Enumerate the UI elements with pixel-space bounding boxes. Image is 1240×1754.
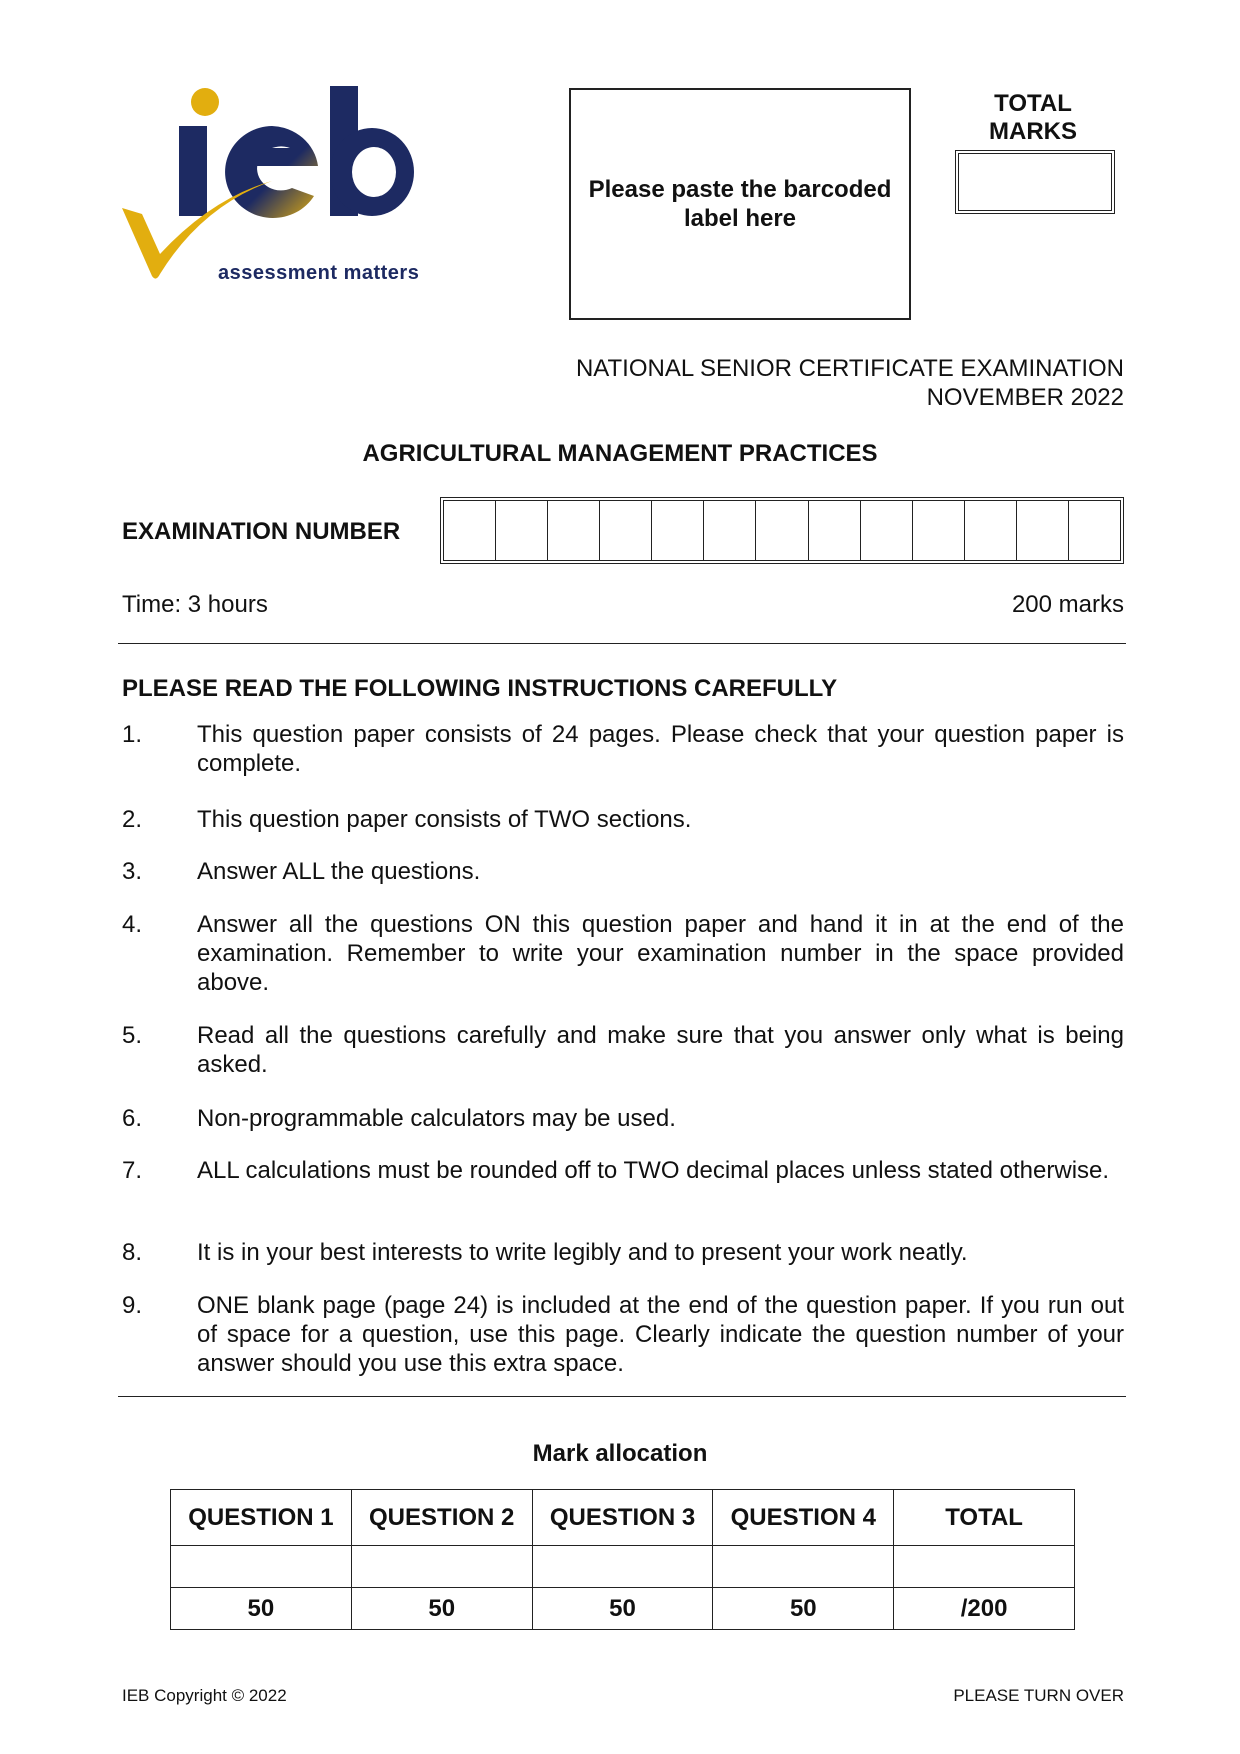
- divider: [118, 643, 1126, 644]
- max-mark-cell: /200: [894, 1588, 1075, 1630]
- logo-tagline: assessment matters: [218, 262, 420, 284]
- exam-number-cell[interactable]: [965, 501, 1017, 560]
- table-row-marks-obtained: [171, 1546, 1075, 1588]
- mark-entry-cell[interactable]: [171, 1546, 352, 1588]
- exam-number-cell[interactable]: [600, 501, 652, 560]
- mark-entry-cell[interactable]: [713, 1546, 894, 1588]
- mark-entry-cell[interactable]: [532, 1546, 713, 1588]
- logo-i-dot: [191, 88, 219, 116]
- table-header-row: [171, 1490, 1075, 1546]
- table-header: QUESTION 2: [351, 1490, 532, 1546]
- footer-turn-over: PLEASE TURN OVER: [953, 1686, 1124, 1705]
- max-mark-cell: 50: [532, 1588, 713, 1630]
- exam-number-cell[interactable]: [861, 501, 913, 560]
- exam-number-cell[interactable]: [1017, 501, 1069, 560]
- exam-number-cell[interactable]: [444, 501, 496, 560]
- table-row-max-marks: [171, 1588, 1075, 1630]
- exam-number-cell[interactable]: [652, 501, 704, 560]
- footer-copyright: IEB Copyright © 2022: [122, 1686, 287, 1705]
- exam-duration: Time: 3 hours: [122, 591, 268, 618]
- table-header: TOTAL: [894, 1490, 1075, 1546]
- exam-number-cell[interactable]: [1069, 501, 1120, 560]
- max-mark-cell: 50: [351, 1588, 532, 1630]
- max-mark-cell: 50: [713, 1588, 894, 1630]
- mark-entry-cell[interactable]: [351, 1546, 532, 1588]
- mark-allocation-table: [170, 1489, 1075, 1630]
- table-header: QUESTION 3: [532, 1490, 713, 1546]
- total-marks-label: TOTAL MARKS: [989, 90, 1077, 145]
- exam-number-cell[interactable]: [809, 501, 861, 560]
- table-header: QUESTION 4: [713, 1490, 894, 1546]
- exam-number-cell[interactable]: [496, 501, 548, 560]
- logo-b: [330, 86, 414, 216]
- table-header: QUESTION 1: [171, 1490, 352, 1546]
- exam-total-marks: 200 marks: [1011, 591, 1124, 618]
- instructions-heading: PLEASE READ THE FOLLOWING INSTRUCTIONS CAREFULLY: [122, 675, 838, 702]
- mark-allocation-heading: Mark allocation: [532, 1440, 708, 1467]
- max-mark-cell: 50: [171, 1588, 352, 1630]
- logo-i-stem: [179, 126, 207, 216]
- exam-number-cell[interactable]: [756, 501, 808, 560]
- total-marks-box[interactable]: [955, 150, 1115, 214]
- exam-number-cell[interactable]: [548, 501, 600, 560]
- exam-title: NATIONAL SENIOR CERTIFICATE EXAMINATION NOVEMBER 2022: [575, 355, 1124, 411]
- exam-number-label: EXAMINATION NUMBER: [122, 518, 401, 545]
- subject-title: AGRICULTURAL MANAGEMENT PRACTICES: [362, 440, 878, 467]
- barcode-label-box: [569, 88, 911, 320]
- divider: [118, 1396, 1126, 1397]
- exam-number-cell[interactable]: [913, 501, 965, 560]
- barcode-instruction: Please paste the barcoded label here: [588, 176, 892, 232]
- exam-number-grid[interactable]: [440, 497, 1124, 564]
- exam-number-cell[interactable]: [704, 501, 756, 560]
- mark-entry-cell[interactable]: [894, 1546, 1075, 1588]
- logo-e: [225, 126, 318, 218]
